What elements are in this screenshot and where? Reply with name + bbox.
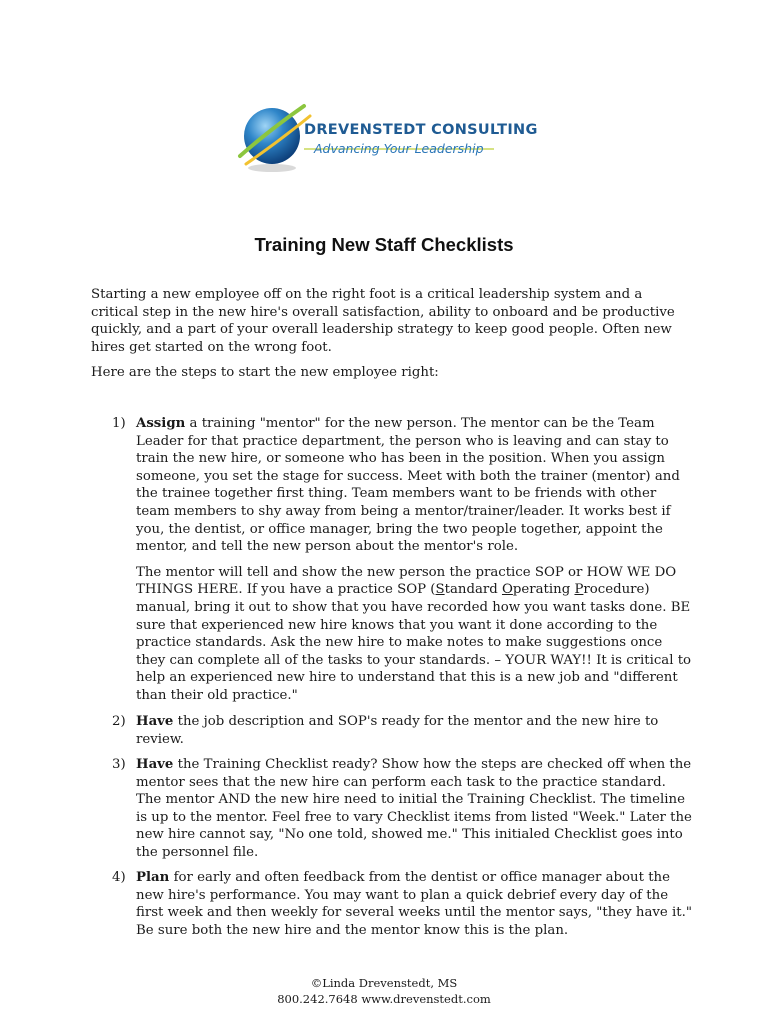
logo-tagline: Advancing Your Leadership [314, 141, 484, 156]
step-number: 4) [112, 870, 126, 885]
footer-contact: 800.242.7648 www.drevenstedt.com [277, 991, 491, 1006]
intro-paragraph: Starting a new employee off on the right foot is a critical leadership system and a critical step in the new hire's overall satisfaction, ability to onboard and be productive quickly, and a part of your overall leadership strategy to keep good people. Often new hires get started on the wrong foot. [91, 287, 675, 355]
logo-company-name: DREVENSTEDT CONSULTING [304, 122, 538, 138]
step-text: the job description and SOP's ready for the mentor and the new hire to review. [136, 714, 659, 747]
company-logo [232, 98, 538, 178]
step-1-mentor-paragraph: The mentor will tell and show the new person the practice SOP or HOW WE DO THINGS HERE. If you have a practice SOP (Standard Operating Procedure) manual, bring it out to show that you have recorded how you want tasks done. BE sure that experienced new hire knows that you want it done according to the practice standards. Ask the new hire to make notes to make suggestions once they can complete all of the tasks to your standards. – YOUR WAY!! It is critical to help an experienced new hire to understand that this is a new job and "different than their old practice." [136, 564, 692, 703]
footer-copyright: ©Linda Drevenstedt, MS [310, 976, 458, 990]
step-text: a training "mentor" for the new person. The mentor can be the Team Leader for that practice department, the person who is leaving and can stay to train the new hire, or someone who has been in the position. When you assign someone, you set the stage for success. Meet with both the trainer (mentor) and the trainee together first thing. Team members want to be friends with other team members to shy away from being a mentor/trainer/leader. It works best if you, the dentist, or office manager, bring the two people together, appoint the mentor, and tell the new person about the mentor's role. [136, 416, 680, 555]
page-title: Training New Staff Checklists [254, 234, 514, 255]
step-number: 2) [112, 714, 126, 729]
step-4 [112, 869, 692, 947]
step-keyword: Plan [136, 870, 170, 885]
page-footer [0, 976, 768, 1007]
step-text: the Training Checklist ready? Show how the steps are checked off when the mentor sees that the new hire can perform each task to the practice standard. The mentor AND the new hire need to initial the Training Checklist. The timeline is up to the mentor. Feel free to vary Checklist items from listed "Week." Later the new hire cannot say, "No one told, showed me." This initialed Checklist goes into the personnel file. [136, 757, 692, 860]
step-keyword: Assign [136, 416, 186, 431]
step-number: 1) [112, 416, 126, 431]
step-1 [112, 415, 692, 713]
step-3 [112, 756, 692, 870]
step-2 [112, 713, 692, 756]
step-keyword: Have [136, 757, 174, 772]
step-keyword: Have [136, 714, 174, 729]
step-text: for early and often feedback from the dentist or office manager about the new hire's performance. You may want to plan a quick debrief every day of the first week and then weekly for several weeks until the mentor says, "they have it." Be sure both the new hire and the mentor know this is the plan. [136, 870, 692, 938]
step-number: 3) [112, 757, 126, 772]
globe-icon [232, 98, 502, 178]
steps-intro: Here are the steps to start the new employee right: [91, 365, 439, 380]
